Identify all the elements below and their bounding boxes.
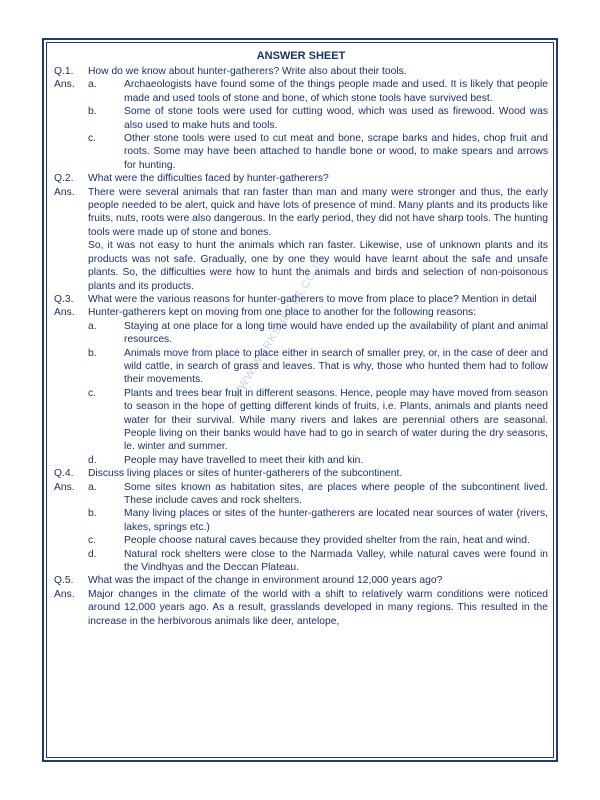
watermark: WWW.WORKSHEETS.CO.IN xyxy=(230,254,328,402)
row-label: Q.3. xyxy=(54,293,74,305)
row-label xyxy=(54,534,88,547)
row-label: Ans. xyxy=(54,186,75,198)
row-label xyxy=(54,320,88,347)
answer-text: People may have travelled to meet their kith and kin. xyxy=(124,454,364,466)
answer-row xyxy=(54,132,548,172)
row-number: b. xyxy=(88,347,97,359)
answer-text: Some of stone tools were used for cutting wood, which was used as firewood. Wood was also used to make huts and tools. xyxy=(124,106,548,131)
answer-row xyxy=(54,454,548,467)
page-title: ANSWER SHEET xyxy=(256,50,346,62)
question-text: What were the difficulties faced by hunter-gatherers? xyxy=(88,173,329,185)
row-number: d. xyxy=(88,454,97,466)
question-row xyxy=(54,293,548,306)
row-number: a. xyxy=(88,320,97,332)
answer-text: So, it was not easy to hunt the animals which ran faster. Likewise, use of unknown plants and its products was not safe. Gradually, one by one they would have learnt about the safe and unsafe plants. So, the difficulties were how to hunt the animals and birds and selection of non-poisonous plants and its products. xyxy=(88,240,548,292)
answer-text: There were several animals that ran faster than man and many were stronger and thus, the early people needed to be alert, quick and have lots of presence of mind. Many plants and its products like fruits, nuts, roots were also dangerous. In the early period, they did not have sharp tools. The hunting tools were made up of stone and bones. xyxy=(88,186,548,238)
row-label: Q.5. xyxy=(54,575,74,587)
answer-text: Some sites known as habitation sites, are places where people of the subcontinent lived. These include caves and rock shelters. xyxy=(124,481,548,506)
answer-text: Many living places or sites of the hunter-gatherers are located near sources of water (rivers, lakes, springs etc.) xyxy=(124,508,548,533)
answer-row xyxy=(54,239,548,293)
answer-row xyxy=(54,507,548,534)
answer-row xyxy=(54,548,548,575)
question-text: What were the various reasons for hunter-gatherers to move from place to place? Mention in detail xyxy=(88,293,537,305)
row-label xyxy=(54,548,88,575)
answer-text: Plants and trees bear fruit in different seasons. Hence, people may have moved from season to season in the hope of getting different kinds of fruits, i.e. Plants, animals and plants need water for their survival. While many rivers and lakes are perennial others are seasonal. People living on their banks would have had to go in search of water during the dry seasons, le. winter and summer. xyxy=(124,387,548,453)
row-label: Ans. xyxy=(54,481,75,493)
row-label xyxy=(54,347,88,387)
answer-text: Hunter-gatherers kept on moving from one place to another for the following reasons: xyxy=(88,307,477,319)
row-label xyxy=(54,387,88,454)
question-row xyxy=(54,65,548,78)
row-label xyxy=(54,239,88,293)
question-text: Discuss living places or sites of hunter-gatherers of the subcontinent. xyxy=(88,468,403,480)
row-number: c. xyxy=(88,535,97,547)
row-label: Q.4. xyxy=(54,468,74,480)
answer-text: Other stone tools were used to cut meat and bone, scrape barks and hides, chop fruit and roots. Some may have been attached to handle bone or wood, to make spears and arrows for hunting. xyxy=(124,133,548,171)
row-label xyxy=(54,507,88,534)
answer-row xyxy=(54,306,548,319)
question-row xyxy=(54,574,548,587)
row-label: Q.1. xyxy=(54,66,74,77)
answer-row xyxy=(54,186,548,240)
row-label: Q.2. xyxy=(54,173,74,185)
answer-text: Natural rock shelters were close to the Narmada Valley, while natural caves were found in the Vindhyas and the Deccan Plateau. xyxy=(124,548,548,574)
answer-row xyxy=(54,347,548,387)
answer-row xyxy=(54,481,548,508)
answer-row xyxy=(54,387,548,454)
answer-row xyxy=(54,78,548,105)
row-number: d. xyxy=(88,548,97,560)
answer-row xyxy=(54,534,548,547)
row-label xyxy=(54,132,88,172)
answer-text: Animals move from place to place either in search of smaller prey, or, in the case of deer and wild cattle, in search of grass and leaves. That is why, those who hunted them had to follow their movements. xyxy=(124,347,548,386)
row-label: Ans. xyxy=(54,79,75,91)
row-number: c. xyxy=(88,133,97,145)
answer-sheet-content xyxy=(54,48,548,756)
row-number: a. xyxy=(88,481,97,493)
question-row xyxy=(54,172,548,185)
row-number: b. xyxy=(88,508,97,520)
answer-row xyxy=(54,320,548,347)
row-number: c. xyxy=(88,387,97,399)
row-label xyxy=(54,454,88,467)
row-label: Ans. xyxy=(54,307,75,319)
row-label: Ans. xyxy=(54,588,75,600)
answer-row xyxy=(54,105,548,132)
answer-text: Archaeologists have found some of the things people made and used. It is likely that people made and used tools of stone and bone, of which stone tools have survived best. xyxy=(124,79,548,104)
row-label xyxy=(54,105,88,132)
question-text: How do we know about hunter-gatherers? Write also about their tools. xyxy=(88,66,407,77)
answer-text: Major changes in the climate of the world with a shift to relatively warm conditions were noticed around 12,000 years ago. As a result, grasslands developed in many regions. This resulted in the increase in the herbivorous animals like deer, antelope, xyxy=(88,588,548,627)
row-number: a. xyxy=(88,79,97,91)
answer-text: People choose natural caves because they provided shelter from the rain, heat and wind. xyxy=(124,535,530,547)
row-number: b. xyxy=(88,106,97,118)
answer-row xyxy=(54,588,548,628)
question-text: What was the impact of the change in environment around 12,000 years ago? xyxy=(88,575,443,587)
question-row xyxy=(54,467,548,480)
answer-text: Staying at one place for a long time would have ended up the availability of plant and animal resources. xyxy=(124,320,548,346)
qa-list xyxy=(54,65,548,628)
